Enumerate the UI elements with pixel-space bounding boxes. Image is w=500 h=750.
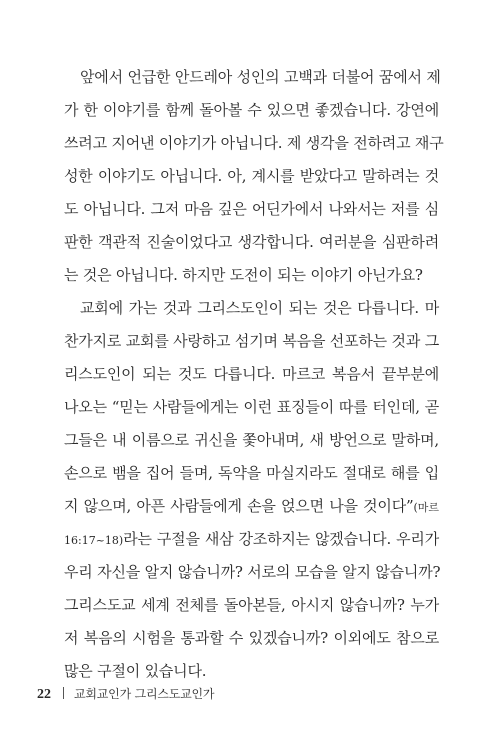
- paragraph-2: [64, 292, 439, 688]
- text-line: 가 한 이야기를 함께 돌아볼 수 있으면 좋겠습니다. 강연에: [64, 101, 439, 119]
- body-text: [64, 61, 444, 688]
- page-number: 22: [37, 687, 51, 702]
- text-line: 성한 이야기도 아닙니다. 아, 계시를 받았다고 말하려는 것: [64, 167, 439, 185]
- scripture-reference: (마르: [413, 501, 439, 514]
- text-line: 손으로 뱀을 집어 들며, 독약을 마실지라도 절대로 해를 입: [64, 464, 439, 482]
- text-line: 쓰려고 지어낸 이야기가 아닙니다. 제 생각을 전하려고 재구: [64, 134, 444, 152]
- footer-divider: [63, 687, 64, 699]
- scripture-reference: 16:17~18): [64, 534, 124, 547]
- text-line: 앞에서 언급한 안드레아 성인의 고백과 더불어 꿈에서 제: [80, 68, 441, 86]
- text-line: 많은 구절이 있습니다.: [64, 662, 207, 680]
- text-segment: 지 않으며, 아픈 사람들에게 손을 얹으면 나을 것이다”: [64, 497, 414, 515]
- text-line: 그리스도교 세계 전체를 돌아본들, 아시지 않습니까? 누가: [64, 596, 439, 614]
- text-line: 는 것은 아닙니다. 하지만 도전이 되는 이야기 아닌가요?: [64, 266, 423, 284]
- paragraph-1: [64, 61, 444, 292]
- text-line: 저 복음의 시험을 통과할 수 있겠습니까? 이외에도 참으로: [64, 629, 439, 647]
- text-line: 그들은 내 이름으로 귀신을 쫓아내며, 새 방언으로 말하며,: [64, 431, 439, 449]
- text-line: 우리 자신을 알지 않습니까? 서로의 모습을 알지 않습니까?: [64, 563, 441, 581]
- text-line: [64, 523, 439, 556]
- text-line: 판한 객관적 진술이었다고 생각합니다. 여러분을 심판하려: [64, 233, 439, 251]
- text-line: 찬가지로 교회를 사랑하고 섬기며 복음을 선포하는 것과 그: [64, 332, 439, 350]
- text-line: 도 아닙니다. 그저 마음 깊은 어딘가에서 나와서는 저를 심: [64, 200, 439, 218]
- text-line: 리스도인이 되는 것도 다릅니다. 마르코 복음서 끝부분에: [64, 365, 439, 383]
- running-title: 교회교인가 그리스도교인가: [74, 687, 215, 701]
- text-segment: 라는 구절을 새삼 강조하지는 않겠습니다. 우리가: [123, 530, 439, 548]
- page-footer: [37, 684, 214, 704]
- text-line: 나오는 “믿는 사람들에게는 이런 표징들이 따를 터인데, 곧: [64, 398, 439, 416]
- text-line: 교회에 가는 것과 그리스도인이 되는 것은 다릅니다. 마: [80, 299, 439, 317]
- text-line: [64, 490, 439, 523]
